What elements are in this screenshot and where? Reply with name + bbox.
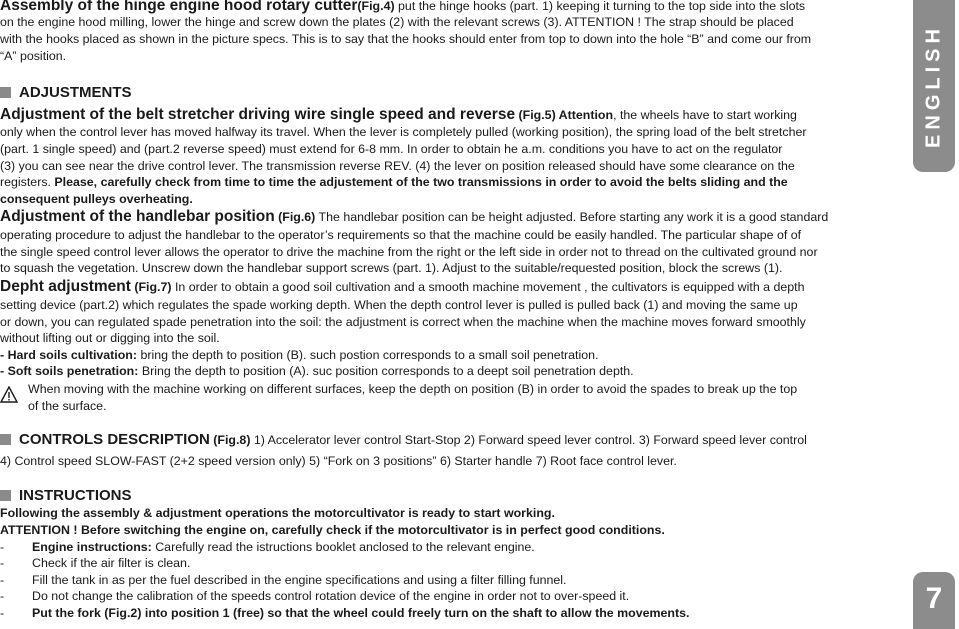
belt-title: Adjustment of the belt stretcher driving wire single speed and reverse	[0, 106, 516, 123]
handle-title: Adjustment of the handlebar position	[0, 208, 275, 225]
instructions-text-2: ATTENTION ! Before switching the engine on, carefully check if the motorcultivator is in perfect good conditions.	[0, 523, 665, 537]
hinge-text-3: with the hooks placed as shown in the picture specs. This is to say that the hooks should enter from top to down into the hole “B” and come our from	[0, 32, 812, 46]
belt-text-3: (part. 1 single speed) and (part.2 reverse speed) must extend for 6-8 mm. In order to obtain he a.m. conditions you have to act on the regulator	[0, 142, 783, 156]
depth-title: Depht adjustment	[0, 278, 131, 295]
hinge-text-2: on the engine hood milling, lower the hinge and screw down the plates (2) with the relevant screws (3). ATTENTION ! The strap should be placed	[0, 15, 794, 29]
instructions-heading	[0, 487, 132, 504]
list-item-label: Engine instructions:	[32, 540, 152, 554]
section-hinge-line-1	[0, 0, 805, 14]
belt-line-5	[0, 174, 788, 190]
depth-text-4: without lifting out or digging into the soil.	[0, 331, 220, 345]
hinge-text-1: put the hinge hooks (part. 1) keeping it turning to the top side into the slots	[394, 0, 806, 13]
square-bullet-icon	[0, 434, 11, 445]
list-dash: -	[0, 589, 5, 603]
hinge-title: Assembly of the hinge engine hood rotary cutter	[0, 0, 358, 14]
page-number: 7	[925, 582, 943, 615]
page-number-tab	[913, 572, 955, 629]
list-item-text: Do not change the calibration of the speeds control rotation device of the engine in order not to over-speed it.	[32, 589, 630, 603]
warning-text-1: When moving with the machine working on different surfaces, keep the depth on position (B) in order to avoid the spades to break up the top	[28, 382, 798, 396]
language-tab	[913, 0, 955, 172]
soft-soils-text: Bring the depth to position (A). suc position corresponds to a deept soil penetration depth.	[138, 364, 634, 378]
warning-triangle-icon	[0, 386, 18, 404]
belt-text-4: (3) you can see near the drive control lever. The transmission reverse REV. (4) the lever on position released should have some clearance on the	[0, 159, 795, 173]
depth-text-2: setting device (part.2) which regulates the spade working depth. When the depth control lever is pulled is pulled back (1) and moving the same up	[0, 298, 798, 312]
hinge-text-4: “A” position.	[0, 49, 67, 63]
depth-fig-ref: (Fig.7)	[130, 280, 172, 294]
depth-text-3: or down, you can regulated spade penetration into the soil: the adjustment is correct when the machine when the machine moves forward smoothly	[0, 315, 806, 329]
handle-text-4: to squash the vegetation. Unscrew down the handlebar support screws (part. 1). Adjust to the suitable/requested position, block the screws (1).	[0, 261, 783, 275]
list-dash: -	[0, 556, 5, 570]
list-item-text: Carefully read the istructions booklet anclosed to the relevant engine.	[151, 540, 535, 554]
belt-text-2: only when the control lever has moved halfway its travel. When the lever is completely pulled (working position), the spring load of the belt stretcher	[0, 125, 807, 139]
controls-text-1: 1) Accelerator lever control Start-Stop 2) Forward speed lever control. 3) Forward speed lever control	[250, 433, 807, 447]
belt-text-6: consequent pulleys overheating.	[0, 192, 193, 206]
list-item-label: Put the fork (Fig.2) into position 1 (free) so that the wheel could freely turn on the shaft to allow the movements.	[32, 606, 690, 620]
language-label: ENGLISH	[922, 24, 945, 148]
handle-text-1: The handlebar position can be height adjusted. Before starting any work it is a good standard	[315, 210, 829, 224]
hard-soils-text: bring the depth to position (B). such postion corresponds to a small soil penetration.	[137, 348, 599, 362]
belt-text-1: , the wheels have to start working	[613, 108, 797, 122]
controls-text-2: 4) Control speed SLOW-FAST (2+2 speed version only) 5) “Fork on 3 positions” 6) Starter handle 7) Root face control lever.	[0, 454, 677, 468]
hinge-fig-ref: (Fig.4)	[357, 0, 395, 13]
belt-text-5b: Please, carefully check from time to time the adjustement of the two transmissions in order to avoid the belts sliding and the	[54, 175, 788, 189]
soft-soils-label: - Soft soils penetration:	[0, 364, 139, 378]
list-item-text: Check if the air filter is clean.	[32, 556, 191, 570]
instructions-text-1: Following the assembly & adjustment operations the motorcultivator is ready to start working.	[0, 506, 555, 520]
hard-soils-label: - Hard soils cultivation:	[0, 348, 138, 362]
adjustments-heading-text: ADJUSTMENTS	[19, 84, 132, 101]
list-dash: -	[0, 573, 5, 587]
handle-text-2: operating procedure to adjust the handlebar to the operator’s requirements so that the machine could be easily handled. The particular shape of of	[0, 228, 802, 242]
controls-fig-ref: (Fig.8)	[209, 433, 251, 447]
belt-text-5a: registers.	[0, 175, 55, 189]
handle-text-3: the single speed control lever allows the operator to drive the machine from the right or the left side in order not to thread on the cultivated ground nor	[0, 245, 818, 259]
belt-line-1	[0, 107, 797, 123]
controls-heading: CONTROLS DESCRIPTION	[19, 431, 210, 448]
square-bullet-icon	[0, 87, 11, 98]
depth-line-1	[0, 279, 805, 295]
list-dash: -	[0, 606, 5, 620]
belt-fig-attention: (Fig.5) Attention	[515, 108, 614, 122]
square-bullet-icon	[0, 490, 11, 501]
list-item-text: Fill the tank in as per the fuel described in the engine specifications and using a filter filling funnel.	[32, 573, 567, 587]
adjustments-heading	[0, 84, 132, 101]
controls-line-1	[0, 432, 807, 448]
warning-text-2: of the surface.	[28, 399, 107, 413]
hard-soils-line	[0, 347, 598, 363]
list-dash: -	[0, 540, 5, 554]
handle-fig-ref: (Fig.6)	[274, 210, 316, 224]
instructions-heading-text: INSTRUCTIONS	[19, 487, 132, 504]
depth-text-1: In order to obtain a good soil cultivation and a smooth machine movement , the cultivators is equipped with a depth	[171, 280, 805, 294]
handle-line-1	[0, 209, 828, 225]
soft-soils-line	[0, 363, 634, 379]
